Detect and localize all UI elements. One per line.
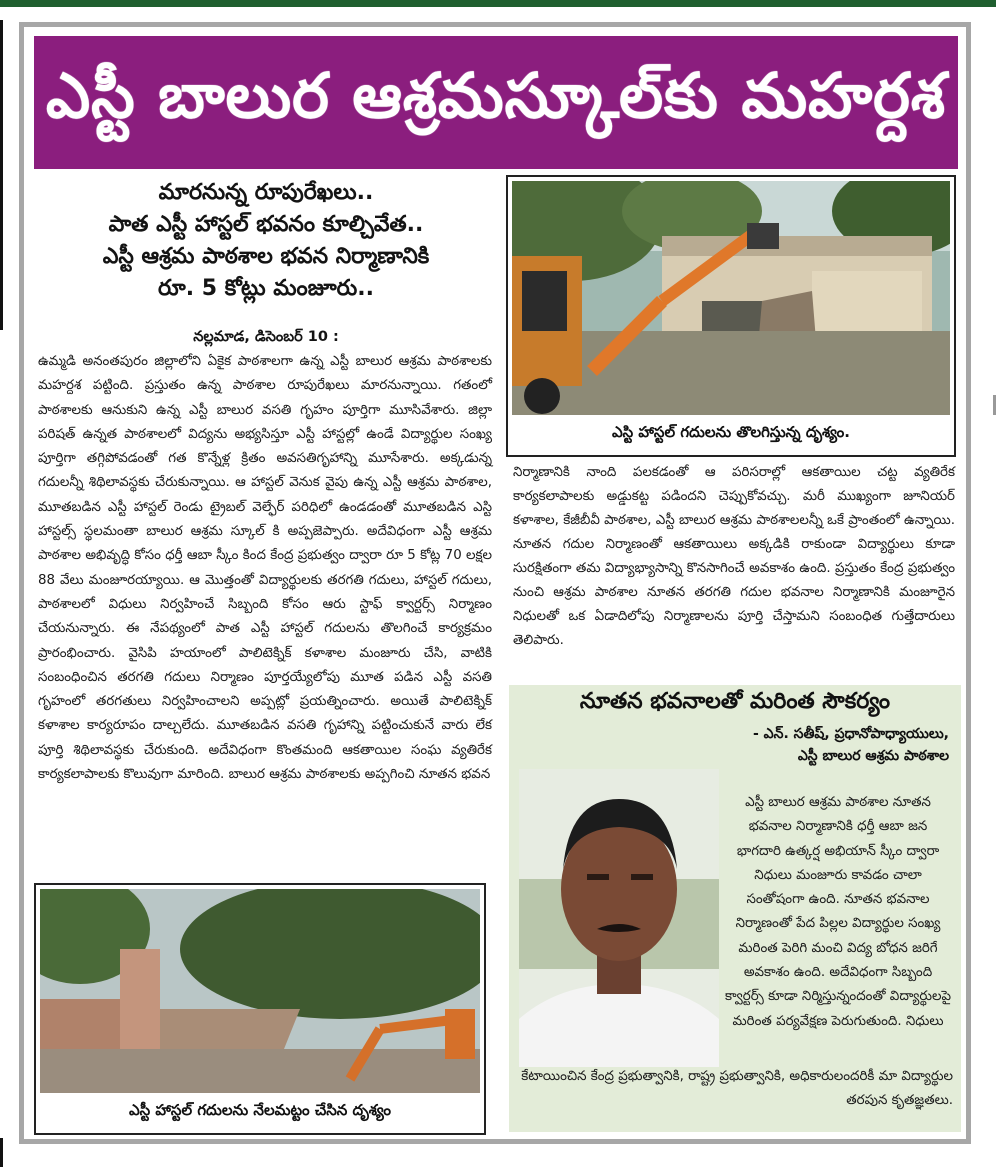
subheadline-line: పాత ఎస్టీ హాస్టల్ భవనం కూల్చివేత.. — [108, 212, 424, 237]
quote-text-continued: కేటాయించిన కేంద్ర ప్రభుత్వానికి, రాష్ట్ర ప్రభుత్వానికి, అధికారులందరికీ మా విద్యార్థుల తరపున కృతజ్ఞతలు. — [521, 1069, 953, 1109]
photo-caption: ఎస్టి హాస్టల్ గదులను తొలగిస్తున్న దృశ్యం. — [612, 423, 850, 441]
subheadline — [48, 177, 484, 305]
headline: ఎస్టీ బాలుర ఆశ్రమస్కూల్‌కు మహర్దశ — [34, 36, 958, 169]
left-edge-mark — [0, 1138, 3, 1167]
article-body-left: ఉమ్మడి అనంతపురం జిల్లాలోని ఏకైక పాఠశాలగా ఉన్న ఎస్టీ బాలుర ఆశ్రమ పాఠశాలకు మహర్దశ పట్టింది. ప్రస్తుతం ఉన్న పాఠశాల రూపురేఖలు మారనున్నాయి. గతంలో పాఠశాలకు ఆనుకుని ఉన్న ఎస్టీ బాలుర వసతి గృహం పూర్తిగా మూసివేశారు. జిల్లా పరిషత్ ఉన్నత పాఠశాలలో విద్యను అభ్యసిస్తూ ఎస్టీ హాస్టల్లో ఉండే విద్యార్థుల సంఖ్య పూర్తిగా తగ్గిపోవడంతో గత కొన్నేళ్ల క్రితం అవసతిగృహాన్ని మూసేశారు. అక్కడున్న గదులన్నీ శిథిలావస్థకు చేరుకున్నాయి. ఆ హాస్టల్ వెనుక వైపు ఉన్న ఎస్టీ ఆశ్రమ పాఠశాల, మూతబడిన ఎస్టీ హాస్టల్ రెండు ట్రైబల్ వెల్ఫేర్ పరిధిలో ఉండడంతో మూతబడిన ఎస్టి హాస్టల్స్ స్థలమంతా బాలుర ఆశ్రమ స్కూల్ కి అప్పజెప్పారు. అదేవిధంగా ఎస్టీ ఆశ్రమ పాఠశాల అభివృద్ధి కోసం ధర్తీ ఆబా స్కీం కింద కేంద్ర ప్రభుత్వం ద్వారా రూ 5 కోట్ల 70 లక్షల 88 వేలు మంజూరయ్యాయి. ఆ మొత్తంతో విద్యార్థులకు తరగతి గదులు, హాస్టల్ గదులు, పాఠశాలలో విధులు నిర్వహించే సిబ్బంది కోసం ఆరు స్టాఫ్ క్వార్టర్స్ నిర్మాణం చేయనున్నారు. ఈ నేపథ్యంలో పాత ఎస్టీ హాస్టల్ గదులను తొలగించే కార్యక్రమం ప్రారంభించారు. వైసిపి హయాంలో పాలిటెక్నిక్ కళాశాల మంజూరు చేసి, వాటికి సంబంధించిన తరగతి గదులు నిర్మాణం పూర్తయ్యేలోపు మూత పడిన ఎస్టీ వసతి గృహంలో తరగతులు నిర్వహించాలని అప్పట్లో ప్రయత్నించారు. అయితే పాలిటెక్నిక్ కళాశాల కార్యరూపం దాల్చలేదు. మూతబడిన వసతి గృహాన్ని పట్టించుకునే వారు లేక పూర్తి శిథిలావస్థకు చేరుకుంది. అదేవిధంగా కొంతమంది ఆకతాయిల సంఘ వ్యతిరేక కార్యకలాపాలకు కొలువుగా మారింది. బాలుర ఆశ్రమ పాఠశాలకు అప్పగించి నూతన భవన — [38, 354, 492, 783]
photo-demolished-hostel — [34, 883, 486, 1135]
demolition-photo-image — [512, 181, 950, 415]
dateline: నల్లమాడ, డిసెంబర్ 10 : — [193, 329, 339, 345]
top-green-bar — [0, 0, 996, 7]
byline — [753, 723, 949, 767]
demolished-hostel-photo-image — [40, 889, 480, 1093]
headmaster-quote-box — [509, 685, 961, 1132]
byline-name: - ఎన్. సతీష్, ప్రధానోపాధ్యాయులు, — [753, 726, 949, 742]
subheadline-line: ఎస్టీ ఆశ్రమ పాఠశాల భవన నిర్మాణానికి — [102, 244, 430, 269]
sidebox-title: నూతన భవనాలతో మరింత సౌకర్యం — [579, 689, 891, 714]
quote-text: ఎస్టీ బాలుర ఆశ్రమ పాఠశాల నూతన భవనాల నిర్మాణానికి ధర్తీ ఆబా జన భాగదారి ఉత్కర్ష అభియాన్ స్కీం ద్వారా నిధులు మంజూరు కావడం చాలా సంతోషంగా ఉంది. నూతన భవనాల నిర్మాణంతో పేద పిల్లల విద్యార్థుల సంఖ్య మరింత పెరిగి మంచి విద్య బోధన జరిగే అవకాశం ఉంది. అదేవిధంగా సిబ్బంది క్వార్టర్స్ కూడా నిర్మిస్తున్నందంతో విద్యార్థులపై మరింత పర్యవేక్షణ పెరుగుతుంది. నిధులు — [725, 795, 951, 1029]
newspaper-clipping — [19, 22, 971, 1144]
byline-school: ఎస్టీ బాలుర ఆశ్రమ పాఠశాల — [797, 748, 949, 764]
subheadline-line: మారనున్న రూపురేఖలు.. — [158, 180, 374, 205]
left-edge-mark — [0, 20, 3, 330]
portrait-image — [519, 769, 719, 1067]
article-body-right: నిర్మాణానికి నాంది పలకడంతో ఆ పరిసరాల్లో ఆకతాయిల చట్ట వ్యతిరేక కార్యకలాపాలకు అడ్డుకట్ట పడిందని చెప్పుకోవచ్చు. మరీ ముఖ్యంగా జూనియర్ కళాశాల, కేజీబీవీ పాఠశాల, ఎస్టీ బాలుర ఆశ్రమ పాఠశాలలన్నీ ఒకే ప్రాంతంలో ఉన్నాయి. నూతన గదుల నిర్మాణంతో ఆకతాయిలు అక్కడికి రాకుండా విద్యార్థులు కూడా సురక్షితంగా తమ విద్యాభ్యాసాన్ని కొనసాగించే అవకాశం ఉంది. ప్రస్తుతం కేంద్ర ప్రభుత్వం నుంచి ఆశ్రమ పాఠశాల నూతన తరగతి గదుల భవనాల నిర్మాణానికి మంజూరైన నిధులతో ఒక ఏడాదిలోపు నిర్మాణాలను పూర్తి చేస్తామని సంబంధిత గుత్తేదారులు తెలిపారు. — [513, 465, 955, 648]
photo-demolition-excavator — [506, 175, 956, 457]
headmaster-portrait — [519, 769, 719, 1067]
subheadline-line: రూ. 5 కోట్లు మంజూరు.. — [158, 276, 374, 301]
photo-caption: ఎస్టీ హాస్టల్ గదులను నేలమట్టం చేసిన దృశ్యం — [129, 1101, 391, 1119]
